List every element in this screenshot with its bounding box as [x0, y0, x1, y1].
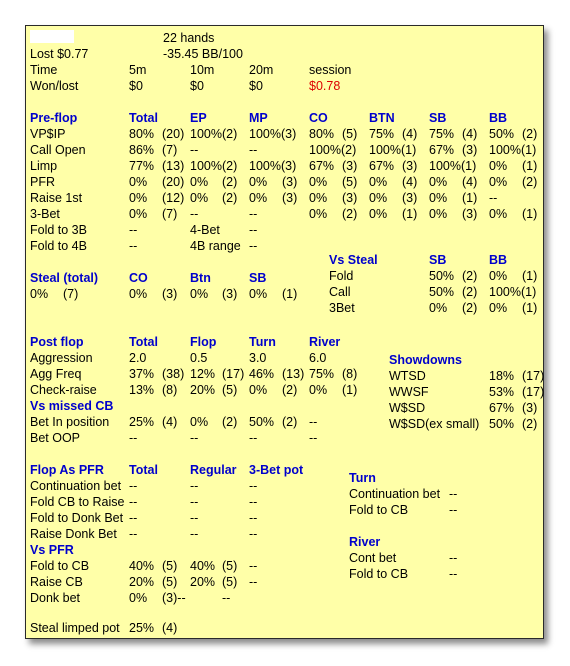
postflop-cell: 0% [249, 383, 268, 397]
preflop-cell: (20) [162, 175, 185, 189]
postflop-col-header: River [309, 335, 341, 349]
preflop-cell: (4) [462, 127, 478, 141]
preflop-cell: (4) [462, 175, 478, 189]
preflop-cell: 50% [489, 127, 515, 141]
preflop-cell: -- [489, 191, 498, 205]
postflop-cell: 37% [129, 367, 155, 381]
preflop-cell: (3) [282, 175, 298, 189]
showdown-count: (17) [522, 385, 545, 399]
missed-cb-cell: 50% [249, 415, 275, 429]
preflop-row-label: VP$IP [30, 127, 66, 141]
postflop-col-header: Total [129, 335, 158, 349]
preflop-cell: (1) [522, 159, 538, 173]
preflop-cell: (13) [162, 159, 185, 173]
preflop-cell: 100%(2) [190, 127, 238, 141]
postflop-cell: 75% [309, 367, 335, 381]
preflop-cell: 0% [369, 191, 388, 205]
postflop-cell: 3.0 [249, 351, 267, 365]
preflop-cell: (7) [162, 143, 178, 157]
preflop-title: Pre-flop [30, 111, 78, 125]
steal-limped-count: (4) [162, 621, 178, 635]
preflop-col-header: CO [309, 111, 328, 125]
vs-missed-cb-title: Vs missed CB [30, 399, 114, 413]
preflop-cell: (4) [402, 127, 418, 141]
preflop-cell: 67% [309, 159, 335, 173]
missed-cb-cell: 0% [190, 415, 209, 429]
preflop-cell: -- [129, 223, 138, 237]
preflop-cell: (2) [222, 175, 238, 189]
vs-pfr-cell: (5) [162, 559, 178, 573]
preflop-cell: -- [249, 207, 258, 221]
preflop-cell: -- [190, 207, 199, 221]
flop-pfr-col-header: 3-Bet pot [249, 463, 304, 477]
preflop-cell: 0% [249, 175, 268, 189]
preflop-cell: (3) [342, 159, 358, 173]
vs-pfr-cell: -- [222, 591, 231, 605]
vs-steal-cell: (1) [522, 269, 538, 283]
bb-per-100: -35.45 BB/100 [163, 47, 243, 61]
vs-pfr-row-label: Fold to CB [30, 559, 90, 573]
flop-pfr-cell: -- [129, 511, 138, 525]
flop-pfr-col-header: Total [129, 463, 158, 477]
time-label: Time [30, 63, 58, 77]
preflop-cell: (3) [282, 191, 298, 205]
turn-title: Turn [349, 471, 376, 485]
preflop-cell: (5) [342, 175, 358, 189]
missed-cb-cell: 25% [129, 415, 155, 429]
lost-amount: Lost $0.77 [30, 47, 89, 61]
flop-pfr-cell: -- [190, 527, 199, 541]
hands-count: 22 hands [163, 31, 215, 45]
river-value: -- [449, 567, 458, 581]
preflop-cell: (3) [402, 191, 418, 205]
river-title: River [349, 535, 381, 549]
turn-value: -- [449, 487, 458, 501]
showdown-value: 67% [489, 401, 515, 415]
preflop-col-header: BTN [369, 111, 395, 125]
steal-total-count: (7) [63, 287, 79, 301]
steal-cell: (3) [162, 287, 178, 301]
preflop-cell: 75% [369, 127, 395, 141]
flop-pfr-cell: -- [129, 527, 138, 541]
flop-pfr-row-label: Continuation bet [30, 479, 122, 493]
steal-col-header: SB [249, 271, 267, 285]
preflop-cell: (3) [462, 207, 478, 221]
preflop-col-header: EP [190, 111, 207, 125]
steal-cell: 0% [249, 287, 268, 301]
vs-pfr-cell: (5) [222, 575, 238, 589]
steal-cell: (1) [282, 287, 298, 301]
missed-cb-cell: -- [249, 431, 258, 445]
preflop-cell: (2) [522, 175, 538, 189]
flop-pfr-row-label: Raise Donk Bet [30, 527, 117, 541]
postflop-cell: 2.0 [129, 351, 147, 365]
postflop-row-label: Aggression [30, 351, 93, 365]
missed-cb-cell: -- [129, 431, 138, 445]
postflop-cell: (13) [282, 367, 305, 381]
preflop-col-header: MP [249, 111, 268, 125]
period-header: session [309, 63, 352, 77]
preflop-row-label: Raise 1st [30, 191, 83, 205]
preflop-cell: (1) [402, 207, 418, 221]
preflop-cell: 100%(3) [249, 159, 297, 173]
preflop-cell: (20) [162, 127, 185, 141]
vs-pfr-cell: -- [249, 559, 258, 573]
showdowns-title: Showdowns [389, 353, 462, 367]
missed-cb-cell: -- [309, 415, 318, 429]
preflop-row-label: PFR [30, 175, 55, 189]
vs-steal-cell: (2) [462, 269, 478, 283]
missed-cb-cell: (2) [282, 415, 298, 429]
preflop-cell: (2) [342, 207, 358, 221]
preflop-cell: 100%(2) [190, 159, 238, 173]
preflop-cell: 100%(1) [369, 143, 417, 157]
vs-steal-cell: 100%(1) [489, 285, 537, 299]
flop-pfr-cell: -- [190, 495, 199, 509]
preflop-cell: 0% [129, 175, 148, 189]
postflop-cell: 20% [190, 383, 216, 397]
preflop-cell: 75% [429, 127, 455, 141]
vs-steal-row-label: Fold [329, 269, 354, 283]
flop-pfr-cell: -- [129, 479, 138, 493]
preflop-cell: 0% [129, 207, 148, 221]
steal-cell: 0% [190, 287, 209, 301]
preflop-cell: (1) [462, 191, 478, 205]
vs-steal-title: Vs Steal [329, 253, 378, 267]
preflop-cell: (3) [402, 159, 418, 173]
steal-limped-value: 25% [129, 621, 155, 635]
postflop-cell: 6.0 [309, 351, 327, 365]
missed-cb-cell: (2) [222, 415, 238, 429]
showdown-count: (2) [522, 417, 538, 431]
preflop-row-label: Fold to 4B [30, 239, 87, 253]
flop-pfr-cell: -- [190, 511, 199, 525]
flop-pfr-cell: -- [249, 511, 258, 525]
preflop-cell: 0% [369, 207, 388, 221]
preflop-cell: 4-Bet [190, 223, 220, 237]
showdown-value: 18% [489, 369, 515, 383]
showdown-row-label: WWSF [389, 385, 429, 399]
vs-steal-cell: (2) [462, 285, 478, 299]
vs-steal-cell: (1) [522, 301, 538, 315]
flop-pfr-cell: -- [129, 495, 138, 509]
preflop-cell: 0% [190, 175, 209, 189]
flop-pfr-col-header: Regular [190, 463, 237, 477]
preflop-cell: (1) [522, 207, 538, 221]
vs-pfr-cell: (5) [222, 559, 238, 573]
postflop-cell: 13% [129, 383, 155, 397]
missed-cb-cell: -- [190, 431, 199, 445]
preflop-cell: 0% [309, 175, 328, 189]
preflop-col-header: SB [429, 111, 447, 125]
preflop-cell: (2) [522, 127, 538, 141]
preflop-cell: -- [249, 223, 258, 237]
preflop-cell: (7) [162, 207, 178, 221]
preflop-col-header: Total [129, 111, 158, 125]
preflop-cell: 67% [429, 143, 455, 157]
postflop-cell: (8) [342, 367, 358, 381]
preflop-cell: 80% [129, 127, 155, 141]
period-header: 20m [249, 63, 274, 77]
river-row-label: Cont bet [349, 551, 397, 565]
vs-pfr-cell: (3)-- [162, 591, 186, 605]
steal-cell: 0% [129, 287, 148, 301]
turn-row-label: Continuation bet [349, 487, 441, 501]
postflop-row-label: Check-raise [30, 383, 97, 397]
preflop-row-label: 3-Bet [30, 207, 60, 221]
wonlost-label: Won/lost [30, 79, 79, 93]
steal-col-header: Btn [190, 271, 211, 285]
preflop-cell: (12) [162, 191, 185, 205]
preflop-cell: 0% [489, 207, 508, 221]
showdown-row-label: W$SD(ex small) [389, 417, 480, 431]
postflop-cell: (8) [162, 383, 178, 397]
flop-pfr-cell: -- [190, 479, 199, 493]
postflop-cell: (2) [282, 383, 298, 397]
vs-pfr-cell: -- [249, 575, 258, 589]
vs-pfr-cell: 20% [129, 575, 155, 589]
vs-steal-row-label: Call [329, 285, 351, 299]
preflop-cell: 0% [429, 191, 448, 205]
preflop-cell: 0% [429, 207, 448, 221]
preflop-cell: 100%(3) [249, 127, 297, 141]
period-header: 5m [129, 63, 147, 77]
player-stats-popup [25, 25, 544, 639]
preflop-cell: 0% [489, 175, 508, 189]
showdown-row-label: WTSD [389, 369, 426, 383]
preflop-cell: -- [190, 143, 199, 157]
vs-pfr-cell: 20% [190, 575, 216, 589]
flop-pfr-cell: -- [249, 495, 258, 509]
player-name-redacted [30, 30, 74, 43]
showdown-count: (3) [522, 401, 538, 415]
river-row-label: Fold to CB [349, 567, 409, 581]
turn-row-label: Fold to CB [349, 503, 409, 517]
preflop-cell: 0% [309, 191, 328, 205]
preflop-cell: 0% [190, 191, 209, 205]
preflop-cell: -- [129, 239, 138, 253]
preflop-cell: (5) [342, 127, 358, 141]
postflop-cell: (1) [342, 383, 358, 397]
preflop-cell: 100%(1) [429, 159, 477, 173]
preflop-cell: (4) [402, 175, 418, 189]
preflop-row-label: Limp [30, 159, 58, 173]
preflop-cell: (3) [342, 191, 358, 205]
preflop-cell: 0% [429, 175, 448, 189]
vs-pfr-cell: 0% [129, 591, 148, 605]
missed-cb-row-label: Bet In position [30, 415, 110, 429]
river-value: -- [449, 551, 458, 565]
flop-pfr-cell: -- [249, 527, 258, 541]
vs-steal-row-label: 3Bet [329, 301, 355, 315]
preflop-row-label: Fold to 3B [30, 223, 87, 237]
preflop-row-label: Call Open [30, 143, 86, 157]
postflop-row-label: Agg Freq [30, 367, 82, 381]
steal-total-value: 0% [30, 287, 49, 301]
vs-steal-cell: 0% [489, 269, 508, 283]
postflop-cell: (38) [162, 367, 185, 381]
preflop-cell: 100%(2) [309, 143, 357, 157]
preflop-cell: 77% [129, 159, 155, 173]
flop-pfr-row-label: Fold to Donk Bet [30, 511, 124, 525]
preflop-cell: 86% [129, 143, 155, 157]
preflop-cell: -- [249, 143, 258, 157]
vs-pfr-row-label: Donk bet [30, 591, 81, 605]
preflop-cell: 0% [309, 207, 328, 221]
period-header: 10m [190, 63, 215, 77]
flop-pfr-row-label: Fold CB to Raise [30, 495, 125, 509]
postflop-cell: 0% [309, 383, 328, 397]
vs-steal-cell: 50% [429, 285, 455, 299]
vs-pfr-row-label: Raise CB [30, 575, 83, 589]
preflop-cell: 0% [249, 191, 268, 205]
vs-steal-cell: 50% [429, 269, 455, 283]
vs-steal-col-header: SB [429, 253, 447, 267]
postflop-cell: 0.5 [190, 351, 208, 365]
preflop-col-header: BB [489, 111, 508, 125]
wonlost-value: $0 [129, 79, 143, 93]
postflop-cell: (5) [222, 383, 238, 397]
postflop-col-header: Flop [190, 335, 217, 349]
preflop-cell: 100%(1) [489, 143, 537, 157]
flop-pfr-title: Flop As PFR [30, 463, 104, 477]
preflop-cell: 4B range [190, 239, 241, 253]
preflop-cell: (2) [222, 191, 238, 205]
preflop-cell: 0% [129, 191, 148, 205]
vs-steal-col-header: BB [489, 253, 508, 267]
vs-steal-cell: 0% [429, 301, 448, 315]
showdown-row-label: W$SD [389, 401, 426, 415]
wonlost-value: $0 [190, 79, 204, 93]
missed-cb-cell: -- [309, 431, 318, 445]
vs-pfr-cell: (5) [162, 575, 178, 589]
turn-value: -- [449, 503, 458, 517]
showdown-value: 53% [489, 385, 515, 399]
flop-pfr-cell: -- [249, 479, 258, 493]
preflop-cell: 0% [369, 175, 388, 189]
postflop-cell: 46% [249, 367, 275, 381]
preflop-cell: (3) [462, 143, 478, 157]
preflop-cell: 80% [309, 127, 335, 141]
preflop-cell: -- [249, 239, 258, 253]
postflop-cell: 12% [190, 367, 216, 381]
steal-limped-label: Steal limped pot [30, 621, 120, 635]
wonlost-value: $0.78 [309, 79, 341, 93]
vs-pfr-cell: 40% [190, 559, 216, 573]
postflop-cell: (17) [222, 367, 245, 381]
steal-title: Steal (total) [30, 271, 99, 285]
vs-steal-cell: (2) [462, 301, 478, 315]
postflop-col-header: Turn [249, 335, 276, 349]
showdown-count: (17) [522, 369, 545, 383]
vs-pfr-cell: 40% [129, 559, 155, 573]
wonlost-value: $0 [249, 79, 263, 93]
preflop-cell: 67% [369, 159, 395, 173]
postflop-title: Post flop [30, 335, 84, 349]
steal-col-header: CO [129, 271, 148, 285]
missed-cb-row-label: Bet OOP [30, 431, 81, 445]
preflop-cell: 0% [489, 159, 508, 173]
vs-steal-cell: 0% [489, 301, 508, 315]
missed-cb-cell: (4) [162, 415, 178, 429]
showdown-value: 50% [489, 417, 515, 431]
steal-cell: (3) [222, 287, 238, 301]
vs-pfr-title: Vs PFR [30, 543, 74, 557]
